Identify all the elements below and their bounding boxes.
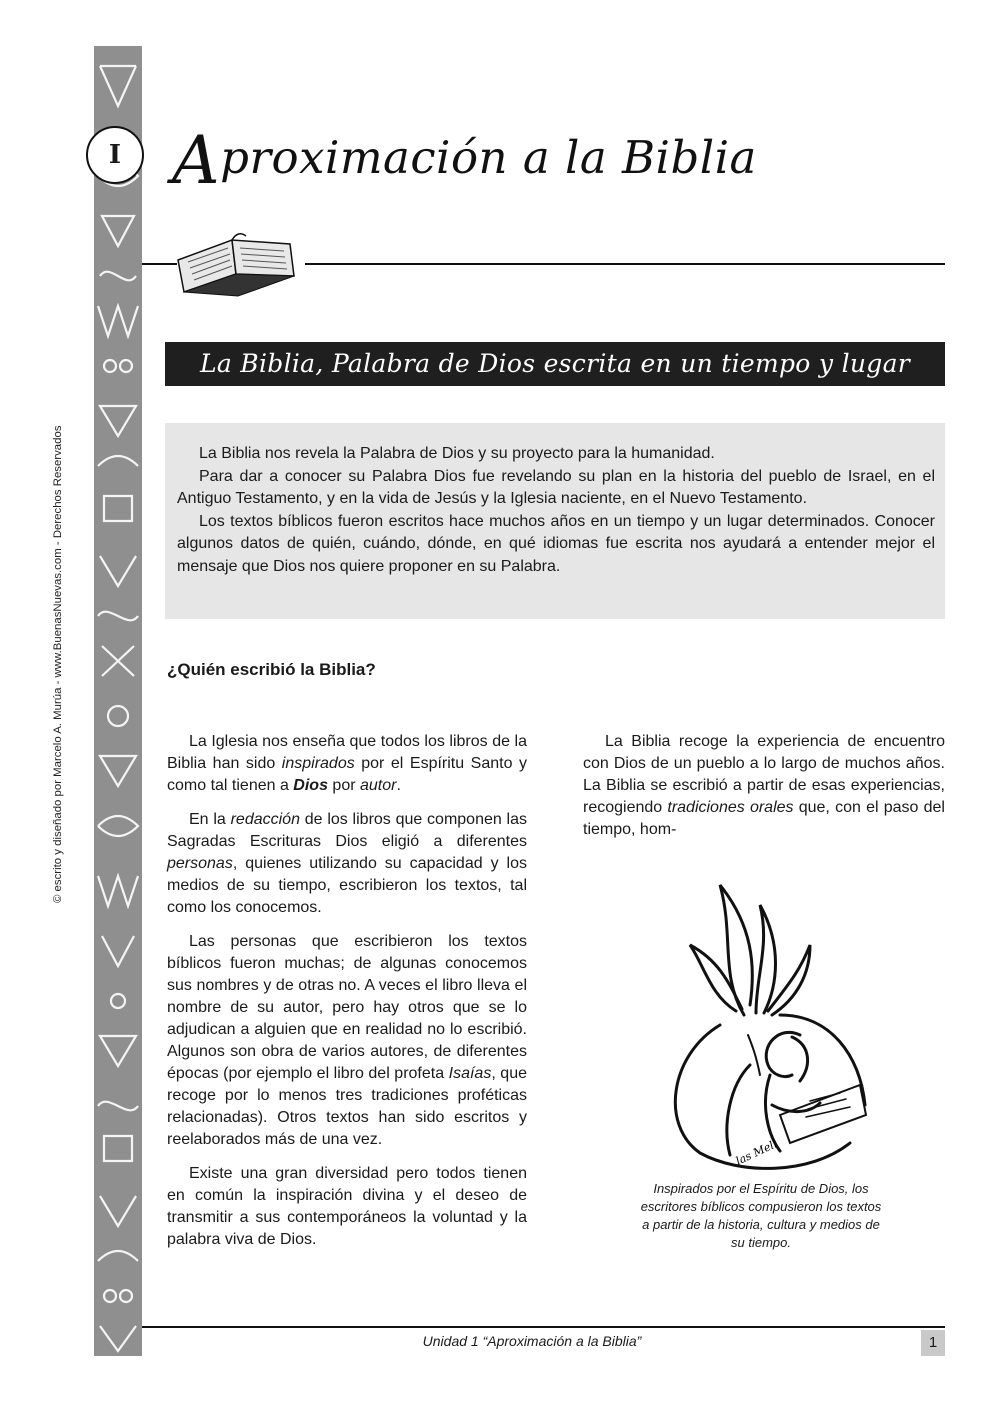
text-run: por	[327, 777, 360, 794]
right-column	[583, 731, 945, 853]
emphasis-text: Dios	[293, 777, 328, 794]
body-paragraph	[167, 731, 527, 797]
unit-number-badge: I	[86, 126, 144, 184]
decorative-side-band	[94, 46, 142, 1356]
text-run: , quienes utilizando su capacidad y los medios de su tiempo, escribieron los textos, tal como los conocemos.	[167, 855, 527, 916]
intro-paragraph: Para dar a conocer su Palabra Dios fue revelando su plan en la historia del pueblo de Israel, en el Antiguo Testamento, y en la vida de Jesús y la Iglesia naciente, en el Nuevo Testamento.	[177, 467, 935, 507]
figure-caption: Inspirados por el Espíritu de Dios, los escritores bíblicos compusieron los textos a partir de la historia, cultura y medios de su tiempo.	[640, 1181, 882, 1250]
section-banner: La Biblia, Palabra de Dios escrita en un tiempo y lugar	[165, 342, 945, 386]
body-paragraph	[167, 931, 527, 1151]
intro-paragraph: La Biblia nos revela la Palabra de Dios y su proyecto para la humanidad.	[199, 445, 715, 462]
intro-paragraph: Los textos bíblicos fueron escritos hace muchos años en un tiempo y un lugar determinados. Conocer algunos datos de quién, cuándo, dónde, en qué idiomas fue escrita nos ayudará a entender mejor el mensaje que Dios nos quiere proponer en su Palabra.	[177, 512, 935, 575]
footer-rule	[142, 1326, 945, 1328]
emphasis-text: autor	[359, 777, 397, 794]
emphasis-text: redacción	[230, 811, 300, 828]
text-run: Las personas que escribieron los textos bíblicos fueron muchas; de algunas conocemos sus nombres y de otras no. A veces el libro lleva el nombre de su autor, pero hay otros que se lo adjudican a alguien que en realidad no lo escribió. Algunos son obra de varios autores, de diferentes épocas (por ejemplo el libro del profeta	[167, 933, 527, 1082]
text-run: por el Espíritu Santo y como tal tienen a	[167, 755, 528, 794]
text-run: .	[396, 777, 401, 794]
emphasis-text: Isaías	[448, 1065, 492, 1082]
header-rule-left	[142, 263, 177, 265]
footer-text: Unidad 1 “Aproximación a la Biblia”	[422, 1333, 642, 1349]
title-initial: A	[172, 122, 221, 199]
ornament-pattern	[94, 46, 142, 1356]
text-run: En la	[189, 811, 231, 828]
text-run: La Iglesia nos enseña que todos los libros de la Biblia han sido	[167, 733, 527, 772]
body-paragraph: Existe una gran diversidad pero todos tienen en común la inspiración divina y el deseo de transmitir a sus contemporáneos la voluntad y la palabra viva de Dios.	[167, 1165, 527, 1248]
emphasis-text: personas	[167, 855, 233, 872]
title-rest: proximación a la Biblia	[220, 131, 757, 184]
text-run: La Biblia recoge la experiencia de encuentro con Dios de un pueblo a lo largo de muchos años. La Biblia se escribió a partir de esas experiencias, recogiendo	[583, 733, 945, 816]
intro-box	[165, 423, 945, 619]
body-paragraph	[583, 731, 945, 841]
open-bible-icon	[174, 226, 298, 298]
page-number: 1	[921, 1330, 945, 1356]
scribe-illustration	[660, 875, 875, 1175]
page-title	[172, 112, 757, 199]
emphasis-text: inspirados	[281, 755, 355, 772]
text-run: , que recoge por lo menos tres tradiciones proféticas relacionadas). Otros textos han sido escritos y reelaborados más de una vez.	[167, 1065, 527, 1148]
text-run: que, con el paso del tiempo, hom-	[583, 799, 945, 838]
body-paragraph	[167, 809, 527, 919]
emphasis-text: tradiciones orales	[667, 799, 794, 816]
text-run: de los libros que componen las Sagradas Escrituras Dios eligió a diferentes	[167, 811, 527, 850]
artist-signature: las Mell	[733, 1137, 780, 1168]
copyright-notice: © escrito y diseñado por Marcelo A. Murúa - www.BuenasNuevas.com - Derechos Reservados	[52, 425, 64, 903]
left-column	[167, 731, 527, 1263]
section-heading: ¿Quién escribió la Biblia?	[167, 660, 376, 679]
header-rule-right	[305, 263, 945, 265]
